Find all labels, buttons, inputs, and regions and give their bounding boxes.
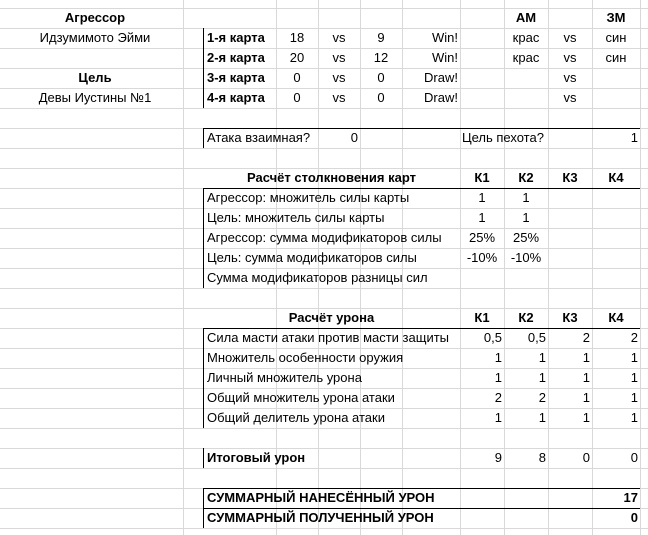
target-name[interactable]: Девы Иустины №1	[38, 90, 152, 105]
card-vs: vs	[332, 50, 346, 65]
card-label: 4-я карта	[207, 90, 265, 105]
summary-received-label: СУММАРНЫЙ ПОЛУЧЕННЫЙ УРОН	[207, 510, 434, 525]
card-vs: vs	[332, 30, 346, 45]
clash-cell[interactable]	[592, 248, 640, 268]
damage-cell[interactable]: 0,5	[527, 330, 546, 345]
damage-cell[interactable]: 2	[582, 330, 590, 345]
gridline	[640, 0, 641, 535]
card-target-value[interactable]: 0	[377, 90, 385, 105]
mutual-attack-value[interactable]: 0	[350, 130, 358, 145]
clash-row-label: Сумма модификаторов разницы сил	[207, 270, 428, 285]
clash-title: Расчёт столкновения карт	[247, 170, 416, 185]
total-damage-cell[interactable]: 9	[494, 450, 502, 465]
damage-col-header: К3	[562, 310, 578, 325]
aggressor-name[interactable]: Идзумимото Эйми	[39, 30, 151, 45]
gridline	[0, 108, 648, 109]
damage-row-label: Сила масти атаки против масти защиты	[207, 330, 450, 345]
clash-col-header: К1	[474, 170, 490, 185]
damage-cell[interactable]: 1	[582, 390, 590, 405]
card-label: 2-я карта	[207, 50, 265, 65]
target-infantry-value[interactable]: 1	[630, 130, 638, 145]
damage-cell[interactable]: 1	[582, 370, 590, 385]
damage-cell[interactable]: 1	[494, 410, 502, 425]
clash-cell[interactable]: 25%	[468, 230, 496, 245]
am-header: АМ	[515, 10, 537, 25]
damage-col-header: К4	[608, 310, 624, 325]
card-zm[interactable]: син	[605, 50, 627, 65]
damage-cell[interactable]: 2	[538, 390, 546, 405]
clash-cell[interactable]: -10%	[466, 250, 498, 265]
card-am[interactable]: крас	[512, 50, 540, 65]
card-aggressor-value[interactable]: 0	[293, 70, 301, 85]
clash-col-header: К3	[562, 170, 578, 185]
gridline	[0, 148, 648, 149]
damage-cell[interactable]: 1	[582, 410, 590, 425]
damage-cell[interactable]: 1	[630, 410, 638, 425]
total-damage-label: Итоговый урон	[207, 450, 306, 465]
clash-cell[interactable]: 1	[478, 190, 486, 205]
card-am[interactable]: крас	[512, 30, 540, 45]
damage-title: Расчёт урона	[288, 310, 375, 325]
card-vs: vs	[332, 70, 346, 85]
card-vs2: vs	[563, 90, 577, 105]
gridline	[0, 468, 648, 469]
target-label: Цель	[78, 70, 112, 85]
damage-cell[interactable]: 1	[630, 390, 638, 405]
card-result: Draw!	[424, 90, 458, 105]
card-aggressor-value[interactable]: 0	[293, 90, 301, 105]
damage-col-header: К1	[474, 310, 490, 325]
total-damage-cell[interactable]: 0	[582, 450, 590, 465]
clash-row-label: Агрессор: сумма модификаторов силы	[207, 230, 442, 245]
damage-cell[interactable]: 0,5	[483, 330, 502, 345]
card-target-value[interactable]: 12	[373, 50, 389, 65]
clash-col-header: К2	[518, 170, 534, 185]
card-vs2: vs	[563, 70, 577, 85]
target-infantry-label: Цель пехота?	[462, 130, 544, 145]
gridline	[0, 528, 648, 529]
zm-header: ЗМ	[606, 10, 626, 25]
total-damage-cell[interactable]: 8	[538, 450, 546, 465]
card-vs: vs	[332, 90, 346, 105]
clash-row-label: Цель: множитель силы карты	[207, 210, 385, 225]
aggressor-label: Агрессор	[64, 10, 126, 25]
summary-dealt-value[interactable]: 17	[623, 490, 638, 505]
card-vs2: vs	[563, 30, 577, 45]
damage-cell[interactable]: 1	[630, 370, 638, 385]
clash-row-label: Цель: сумма модификаторов силы	[207, 250, 417, 265]
card-zm[interactable]: син	[605, 30, 627, 45]
damage-row-label: Общий множитель урона атаки	[207, 390, 395, 405]
card-zm[interactable]	[592, 88, 640, 108]
damage-cell[interactable]: 1	[538, 370, 546, 385]
damage-row-label: Личный множитель урона	[207, 370, 362, 385]
card-target-value[interactable]: 9	[377, 30, 385, 45]
clash-cell[interactable]: 1	[522, 190, 530, 205]
mutual-attack-label: Атака взаимная?	[207, 130, 311, 145]
damage-cell[interactable]: 1	[494, 350, 502, 365]
clash-cell[interactable]	[592, 188, 640, 208]
gridline	[0, 288, 648, 289]
clash-cell[interactable]	[548, 188, 592, 208]
clash-cell[interactable]	[460, 268, 504, 288]
clash-cell[interactable]	[592, 228, 640, 248]
damage-cell[interactable]: 2	[494, 390, 502, 405]
damage-cell[interactable]: 1	[494, 370, 502, 385]
clash-cell[interactable]: 1	[522, 210, 530, 225]
damage-row-label: Множитель особенности оружия	[207, 350, 404, 365]
clash-table-border-left	[203, 188, 204, 288]
total-damage-cell[interactable]: 0	[630, 450, 638, 465]
damage-cell[interactable]: 1	[538, 350, 546, 365]
damage-col-header: К2	[518, 310, 534, 325]
summary-dealt-label: СУММАРНЫЙ НАНЕСЁННЫЙ УРОН	[207, 490, 435, 505]
clash-cell[interactable]: 25%	[512, 230, 540, 245]
damage-table-border-left	[203, 328, 204, 428]
clash-cell[interactable]	[504, 268, 548, 288]
card-zm[interactable]	[592, 68, 640, 88]
card-target-value[interactable]: 0	[377, 70, 385, 85]
clash-row-label: Агрессор: множитель силы карты	[207, 190, 410, 205]
clash-cell[interactable]	[548, 248, 592, 268]
gridline	[0, 428, 648, 429]
card-am[interactable]	[504, 68, 548, 88]
clash-cell[interactable]	[548, 208, 592, 228]
cards-border-left	[203, 28, 204, 108]
card-result: Draw!	[424, 70, 458, 85]
card-aggressor-value[interactable]: 18	[289, 30, 305, 45]
flags-border-left	[203, 128, 204, 148]
damage-cell[interactable]: 1	[582, 350, 590, 365]
damage-cell[interactable]: 1	[630, 350, 638, 365]
clash-cell[interactable]	[548, 228, 592, 248]
summary-received-value[interactable]: 0	[630, 510, 638, 525]
total-border-left	[203, 448, 204, 468]
card-label: 1-я карта	[207, 30, 265, 45]
card-result: Win!	[432, 30, 458, 45]
clash-cell[interactable]: 1	[478, 210, 486, 225]
card-label: 3-я карта	[207, 70, 265, 85]
clash-cell[interactable]	[592, 208, 640, 228]
clash-cell[interactable]	[592, 268, 640, 288]
clash-col-header: К4	[608, 170, 624, 185]
damage-cell[interactable]: 1	[538, 410, 546, 425]
clash-cell[interactable]	[548, 268, 592, 288]
damage-cell[interactable]: 2	[630, 330, 638, 345]
clash-cell[interactable]: -10%	[510, 250, 542, 265]
card-aggressor-value[interactable]: 20	[289, 50, 305, 65]
damage-row-label: Общий делитель урона атаки	[207, 410, 385, 425]
card-am[interactable]	[504, 88, 548, 108]
card-vs2: vs	[563, 50, 577, 65]
card-result: Win!	[432, 50, 458, 65]
